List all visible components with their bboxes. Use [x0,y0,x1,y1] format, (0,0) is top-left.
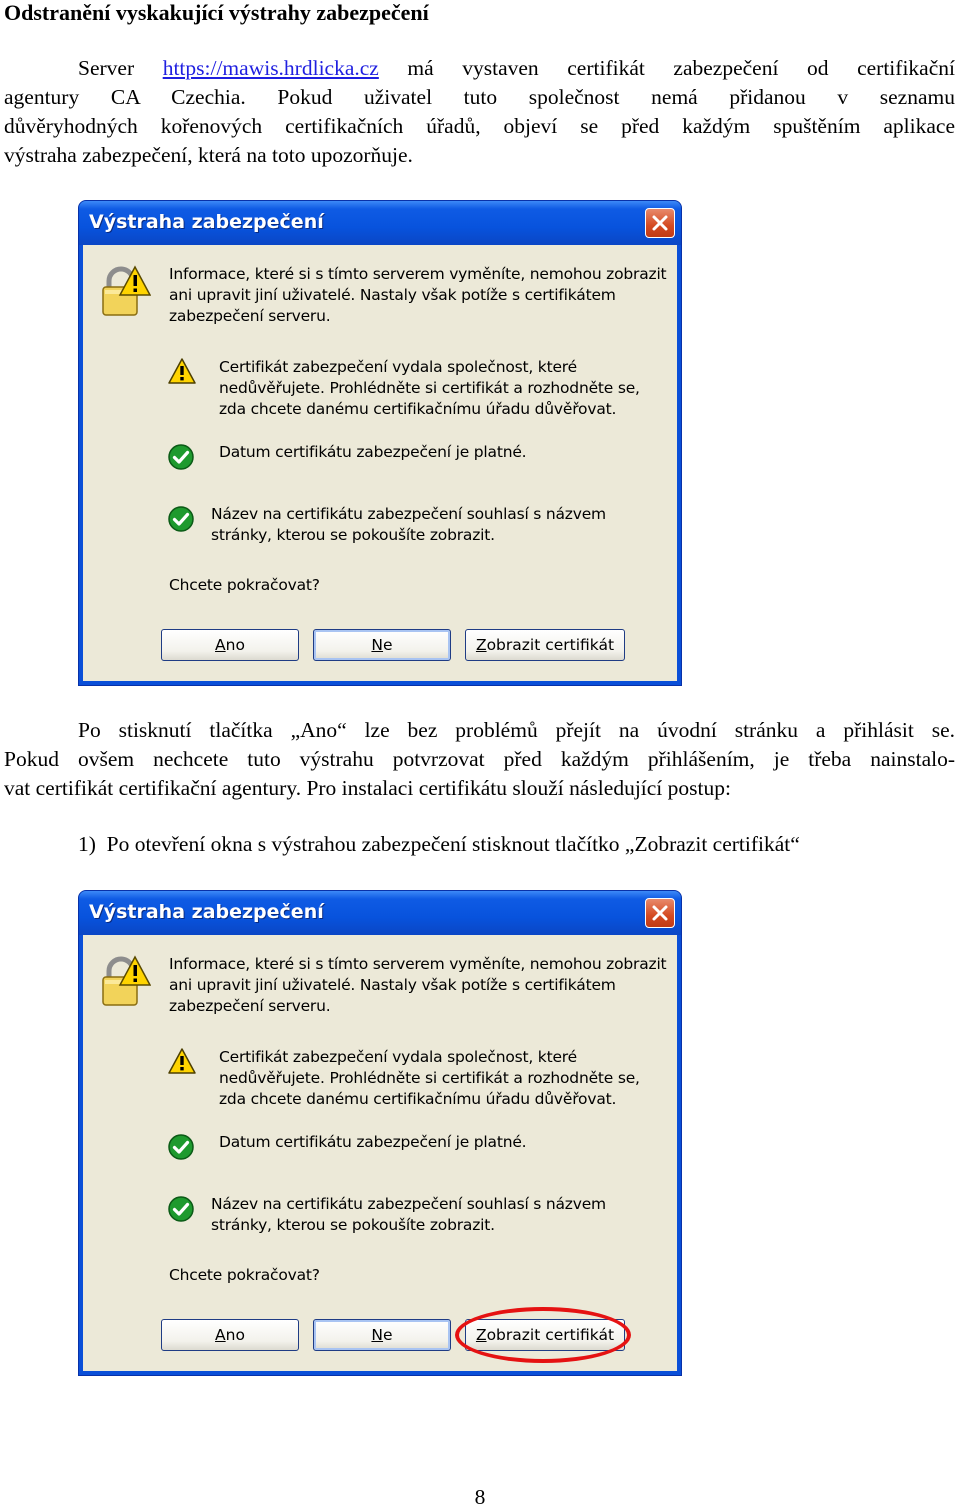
no-button[interactable]: Ne [313,629,451,661]
intro-line-2: agentury CA Czechia. Pokud uživatel tuto společnost nemá přidanou v seznamu [4,85,955,109]
intro-line-1: Server https://mawis.hrdlicka.cz má vystaven certifikát zabezpečení od certifikační [78,56,955,80]
question-text: Chcete pokračovat? [169,1266,320,1284]
middle-line-2: Pokud ovšem nechcete tuto výstrahu potvrzovat před každým přihlášením, je třeba nainstalo- [4,747,955,771]
step-text: Po otevření okna s výstrahou zabezpečení stisknout tlačítko „Zobrazit certifikát“ [106,832,800,856]
server-link[interactable]: https://mawis.hrdlicka.cz [162,56,379,80]
view-certificate-button[interactable]: Zobrazit certifikát [465,629,625,661]
intro-line-3: důvěryhodných kořenových certifikačních úřadů, objeví se před každým spuštěním aplikace [4,114,955,138]
question-text: Chcete pokračovat? [169,576,320,594]
highlight-ring [455,1307,631,1363]
warning-text: Certifikát zabezpečení vydala společnost, které nedůvěřujete. Prohlédněte si certifikát a rozhodněte se, zda chcete danému certifikačnímu úřadu důvěřovat. [219,1048,640,1108]
warning-icon [167,1047,197,1075]
page-heading: Odstranění vyskakující výstrahy zabezpečení [4,0,429,25]
close-button[interactable] [645,898,675,928]
warning-text: Certifikát zabezpečení vydala společnost, které nedůvěřujete. Prohlédněte si certifikát a rozhodněte se, zda chcete danému certifikačnímu úřadu důvěřovat. [219,358,640,418]
dialog-title: Výstraha zabezpečení [89,901,324,923]
security-alert-dialog-highlighted [78,890,682,1376]
name-match-text: Název na certifikátu zabezpečení souhlasí s názvem stránky, kterou se pokoušíte zobrazit. [211,1195,606,1234]
view-certificate-button[interactable]: Zobrazit certifikát [465,1319,625,1351]
step-number: 1) [78,832,96,856]
yes-button[interactable]: Ano [161,1319,299,1351]
dialog-title: Výstraha zabezpečení [89,211,324,233]
intro-line-4: výstraha zabezpečení, která na toto upozorňuje. [4,143,413,167]
dialog-body [83,935,677,1371]
check-icon [167,1133,195,1161]
name-match-text: Název na certifikátu zabezpečení souhlasí s názvem stránky, kterou se pokoušíte zobrazit. [211,505,606,544]
close-icon [650,903,670,923]
date-valid-text: Datum certifikátu zabezpečení je platné. [219,443,527,461]
info-text: Informace, které si s tímto serverem vyměníte, nemohou zobrazit ani upravit jiní uživatelé. Nastaly však potíže s certifikátem zabezpečení serveru. [169,265,667,325]
page-number: 8 [474,1485,486,1509]
check-icon [167,1195,195,1223]
dialog-titlebar [79,891,681,935]
no-button[interactable]: Ne [313,1319,451,1351]
middle-line-1: Po stisknutí tlačítka „Ano“ lze bez problémů přejít na úvodní stránku a přihlásit se. [78,718,955,742]
yes-button[interactable]: Ano [161,629,299,661]
info-text: Informace, které si s tímto serverem vyměníte, nemohou zobrazit ani upravit jiní uživatelé. Nastaly však potíže s certifikátem zabezpečení serveru. [169,955,667,1015]
lock-warning-icon [99,953,151,1009]
date-valid-text: Datum certifikátu zabezpečení je platné. [219,1133,527,1151]
middle-line-3: vat certifikát certifikační agentury. Pro instalaci certifikátu slouží následující postup: [4,776,731,800]
